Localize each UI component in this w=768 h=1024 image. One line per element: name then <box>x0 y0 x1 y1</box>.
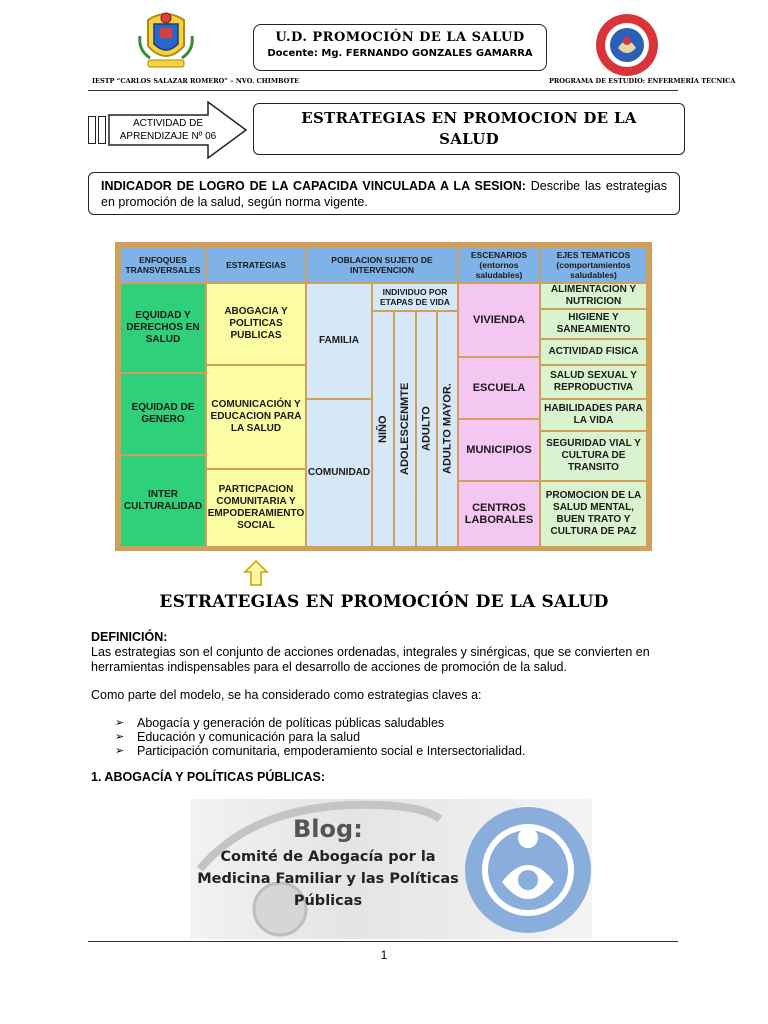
enfoque-cell: EQUIDAD DE GENERO <box>121 374 205 454</box>
bar-mark <box>88 116 96 144</box>
header-box <box>253 24 547 71</box>
poblacion-cell: FAMILIA <box>307 284 371 398</box>
program-name: PROGRAMA DE ESTUDIO: ENFERMERÍA TÉCNICA <box>549 77 736 85</box>
activity-title-line1: ESTRATEGIAS EN PROMOCION DE LA <box>301 109 637 127</box>
eje-cell: HIGIENE Y SANEAMIENTO <box>541 310 646 338</box>
header-divider <box>88 90 678 91</box>
list-item: ➢ Abogacía y generación de políticas públicas saludables <box>115 716 675 730</box>
list-item: ➢ Educación y comunicación para la salud <box>115 730 675 744</box>
enfoque-cell: INTER CULTURALIDAD <box>121 456 205 546</box>
escenario-cell: MUNICIPIOS <box>459 420 539 480</box>
strategy-list <box>115 716 675 758</box>
escenario-cell: VIVIENDA <box>459 284 539 356</box>
header-estrategias: ESTRATEGIAS <box>207 248 305 282</box>
estrategia-cell: PARTICPACION COMUNITARIA Y EMPODERAMIENTO SOCIAL <box>207 470 305 546</box>
activity-label-line2: APRENDIZAJE Nº 06 <box>119 131 217 142</box>
eje-cell: HABILIDADES PARA LA VIDA <box>541 400 646 430</box>
poblacion-cell: COMUNIDAD <box>307 400 371 546</box>
eje-cell: PROMOCION DE LA SALUD MENTAL, BUEN TRATO Y CULTURA DE PAZ <box>541 482 646 546</box>
activity-title-box <box>253 103 685 155</box>
eje-cell: SALUD SEXUAL Y REPRODUCTIVA <box>541 366 646 398</box>
activity-title-line2: SALUD <box>439 130 499 148</box>
escenario-cell: ESCUELA <box>459 358 539 418</box>
eje-cell: ACTIVIDAD FISICA <box>541 340 646 364</box>
bar-mark <box>98 116 106 144</box>
indicator-text: Describe las estrategias en promoción de la salud, según norma vigente. <box>101 179 667 209</box>
etapa-cell: ADULTO <box>417 312 436 546</box>
model-text: Como parte del modelo, se ha considerado como estrategias claves a: <box>91 688 482 702</box>
institute-crest-logo <box>134 6 198 72</box>
subheading: 1. ABOGACÍA Y POLÍTICAS PÚBLICAS: <box>91 770 326 784</box>
header-ejes: EJES TEMATICOS (comportamientos saludables) <box>541 248 646 282</box>
estrategia-cell: COMUNICACIÓN Y EDUCACION PARA LA SALUD <box>207 366 305 468</box>
blog-title: Blog: <box>293 815 363 843</box>
teacher-name: Docente: Mg. FERNANDO GONZALES GAMARRA <box>267 48 533 59</box>
school-seal-logo <box>594 12 660 78</box>
activity-label-line1: ACTIVIDAD DE <box>132 118 203 129</box>
indicator-box <box>88 172 680 215</box>
header-individuo: INDIVIDUO POR ETAPAS DE VIDA <box>373 284 457 310</box>
header-poblacion: POBLACION SUJETO DE INTERVENCION <box>307 248 457 282</box>
estrategia-cell: ABOGACIA Y POLITICAS PUBLICAS <box>207 284 305 364</box>
etapa-cell: NIÑO <box>373 312 393 546</box>
header-enfoques: ENFOQUES TRANSVERSALES <box>121 248 205 282</box>
definition-text: Las estrategias son el conjunto de acciones ordenadas, integrales y sinérgicas, que se convierten en herramientas indispensables para el desarrollo de acciones de promoción de la salud. <box>91 645 650 674</box>
course-title: U.D. PROMOCIÓN DE LA SALUD <box>275 30 525 45</box>
indicator-label: INDICADOR DE LOGRO DE LA CAPACIDA VINCULADA A LA SESION: <box>101 179 526 193</box>
list-item: ➢ Participación comunitaria, empoderamiento social e Intersectorialidad. <box>115 744 675 758</box>
family-medicine-logo <box>462 800 592 940</box>
footer-divider <box>88 941 678 942</box>
section-title: ESTRATEGIAS EN PROMOCIÓN DE LA SALUD <box>159 592 609 612</box>
etapa-cell: ADOLESCENMTE <box>395 312 415 546</box>
institute-name: IESTP “CARLOS SALAZAR ROMERO” – NVO. CHIMBOTE <box>92 77 300 85</box>
header-escenarios: ESCENARIOS (entornos saludables) <box>459 248 539 282</box>
up-arrow-icon <box>243 560 269 586</box>
page-number: 1 <box>380 948 388 962</box>
blog-line1: Comité de Abogacía por la <box>220 849 436 865</box>
blog-line3: Públicas <box>293 893 363 909</box>
enfoque-cell: EQUIDAD Y DERECHOS EN SALUD <box>121 284 205 372</box>
eje-cell: SEGURIDAD VIAL Y CULTURA DE TRANSITO <box>541 432 646 480</box>
etapa-cell: ADULTO MAYOR. <box>438 312 457 546</box>
activity-label <box>112 117 224 143</box>
eje-cell: ALIMENTACION Y NUTRICION <box>541 284 646 308</box>
definition-label: DEFINICIÓN: <box>91 630 168 644</box>
blog-line2: Medicina Familiar y las Políticas <box>197 871 459 887</box>
escenario-cell: CENTROS LABORALES <box>459 482 539 546</box>
strategy-table-image <box>115 242 652 551</box>
